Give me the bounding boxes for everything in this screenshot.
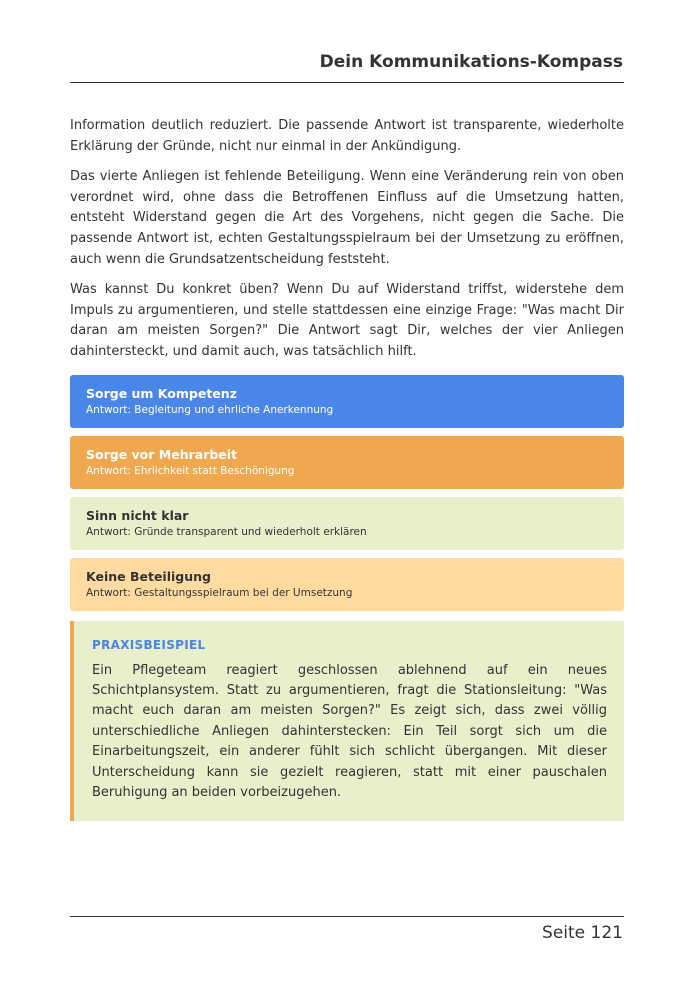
body-paragraph: Information deutlich reduziert. Die passende Antwort ist transparente, wiederholte Erklärung der Gründe, nicht nur einmal in der Ankündigung. [70,118,624,154]
concern-card-title: Sorge um Kompetenz [86,385,237,401]
practice-example-box [70,621,624,822]
concern-card-beteiligung [70,558,624,611]
concern-card-sinn [70,497,624,550]
practice-example-text: Ein Pflegeteam reagiert geschlossen ablehnend auf ein neues Schichtplansystem. Statt zu argumentieren, fragt die Stationsleitung: "Was macht euch daran am meisten Sorgen?" Es zeigt sich, dass zwei völlig unterschiedliche Anliegen dahinterstecken: Ein Teil sorgt sich um die Einarbeitungszeit, ein anderer fühlt sich schlicht übergangen. Mit dieser Unterscheidung kann sie gezielt reagieren, statt mit einer pauschalen Beruhigung an beiden vorbeizugehen. [92,662,607,800]
concern-cards [70,375,624,611]
body-paragraph: Was kannst Du konkret üben? Wenn Du auf Widerstand triffst, widerstehe dem Impuls zu argumentieren, und stelle stattdessen eine einzige Frage: "Was macht Dir daran am meisten Sorgen?" Die Antwort sagt Dir, welches der vier Anliegen dahintersteckt, und damit auch, was tatsächlich hilft. [70,282,624,359]
body-paragraph: Das vierte Anliegen ist fehlende Beteiligung. Wenn eine Veränderung rein von oben verordnet wird, ohne dass die Betroffenen Einfluss auf die Umsetzung hatten, entsteht Widerstand gegen die Art des Vorgehens, nicht gegen die Sache. Die passende Antwort ist, echten Gestaltungsspielraum bei der Umsetzung zu eröffnen, auch wenn die Grundsatzentscheidung feststeht. [70,169,624,267]
concern-card-answer: Antwort: Begleitung und ehrliche Anerkennung [86,403,334,416]
concern-card-answer: Antwort: Gestaltungsspielraum bei der Umsetzung [86,586,353,599]
concern-card-answer: Antwort: Ehrlichkeit statt Beschönigung [86,464,295,477]
header-divider [70,82,624,83]
concern-card-title: Sinn nicht klar [86,507,189,523]
concern-card-mehrarbeit [70,436,624,489]
practice-example-label: PRAXISBEISPIEL [92,637,206,652]
page-content [70,116,624,821]
concern-card-kompetenz [70,375,624,428]
page-number: Seite 121 [542,923,623,943]
concern-card-title: Keine Beteiligung [86,568,211,584]
concern-card-title: Sorge vor Mehrarbeit [86,446,238,462]
concern-card-answer: Antwort: Gründe transparent und wiederholt erklären [86,525,367,538]
header-title: Dein Kommunikations-Kompass [319,52,623,72]
footer-divider [70,916,624,917]
